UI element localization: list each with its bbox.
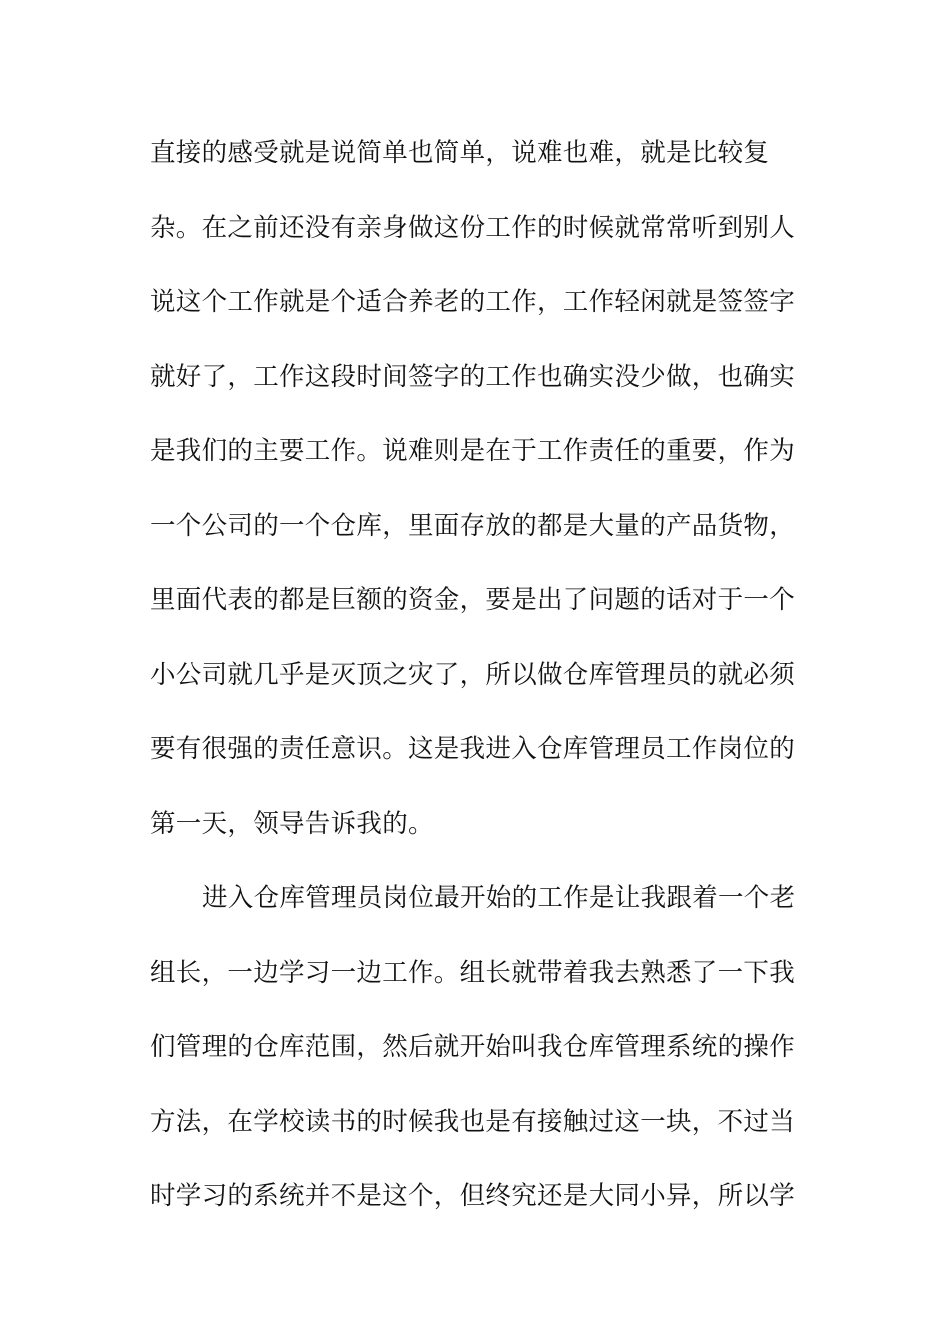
text-line: 小公司就几乎是灭顶之灾了，所以做仓库管理员的就必须 [150, 659, 796, 690]
text-line-indented: 进入仓库管理员岗位最开始的工作是让我跟着一个老 [202, 883, 796, 913]
text-line: 是我们的主要工作。说难则是在于工作责任的重要，作为 [150, 436, 796, 466]
text-line: 里面代表的都是巨额的资金，要是出了问题的话对于一个 [150, 585, 796, 615]
text-line: 要有很强的责任意识。这是我进入仓库管理员工作岗位的 [150, 734, 796, 764]
text-line: 一个公司的一个仓库，里面存放的都是大量的产品货物， [150, 510, 796, 541]
text-line: 方法，在学校读书的时候我也是有接触过这一块，不过当 [150, 1106, 796, 1137]
text-line: 直接的感受就是说简单也简单，说难也难，就是比较复 [150, 138, 770, 168]
text-line: 时学习的系统并不是这个，但终究还是大同小异，所以学 [150, 1181, 796, 1211]
document-body [150, 125, 800, 1243]
text-line: 第一天，领导告诉我的。 [150, 808, 434, 839]
text-line: 组长，一边学习一边工作。组长就带着我去熟悉了一下我 [150, 957, 796, 988]
text-line: 就好了，工作这段时间签字的工作也确实没少做，也确实 [150, 361, 796, 392]
text-line: 说这个工作就是个适合养老的工作，工作轻闲就是签签字 [150, 287, 796, 317]
text-line: 杂。在之前还没有亲身做这份工作的时候就常常听到别人 [150, 212, 796, 243]
text-line: 们管理的仓库范围，然后就开始叫我仓库管理系统的操作 [150, 1032, 796, 1062]
